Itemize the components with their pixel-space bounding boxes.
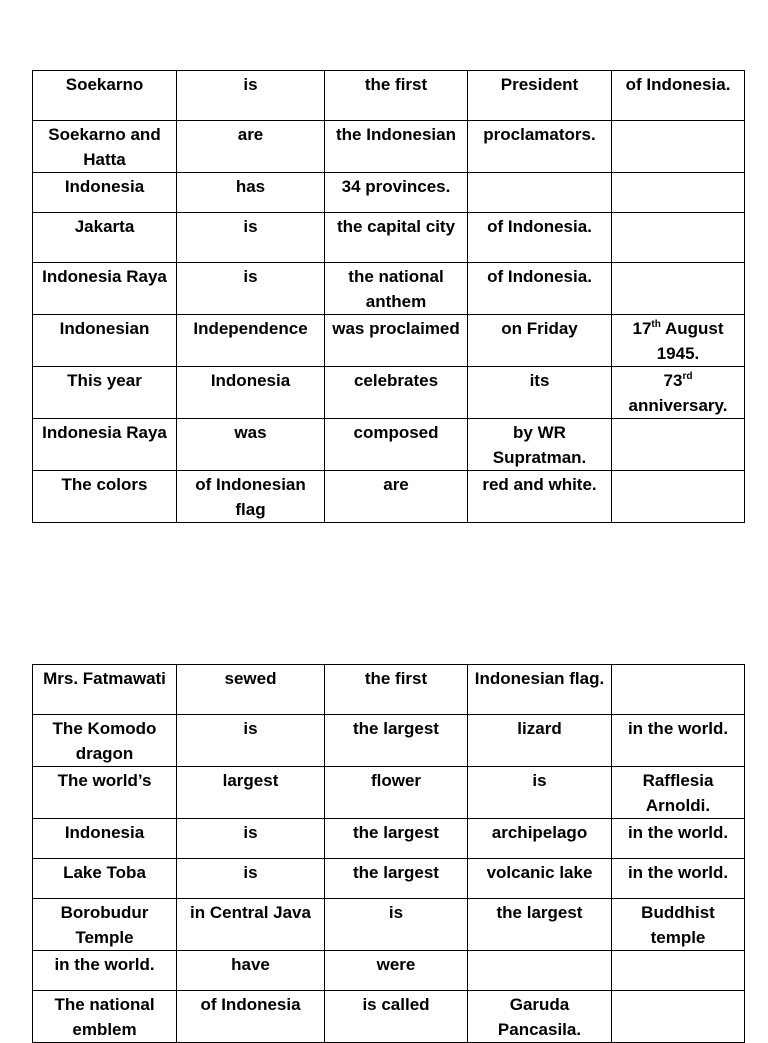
table-cell: of Indonesia. — [468, 213, 612, 263]
date-cell — [612, 315, 745, 367]
table-cell: red and white. — [468, 471, 612, 523]
table-row — [33, 819, 745, 859]
table-cell: on Friday — [468, 315, 612, 367]
table-cell: Independence — [177, 315, 325, 367]
table-cell — [612, 173, 745, 213]
table-cell: the largest — [468, 899, 612, 951]
table-cell — [468, 951, 612, 991]
table-row — [33, 71, 745, 121]
table-cell: lizard — [468, 715, 612, 767]
date-ordinal: th — [651, 319, 661, 330]
table-2-body — [33, 665, 745, 1043]
table-row — [33, 213, 745, 263]
table-cell — [612, 263, 745, 315]
table-cell: is — [325, 899, 468, 951]
table-row — [33, 367, 745, 419]
table-cell: the Indonesian — [325, 121, 468, 173]
table-cell: volcanic lake — [468, 859, 612, 899]
table-row — [33, 899, 745, 951]
table-cell: sewed — [177, 665, 325, 715]
sentence-table-2 — [32, 664, 745, 1043]
table-cell — [612, 471, 745, 523]
table-cell: in the world. — [612, 819, 745, 859]
table-cell: of Indonesian flag — [177, 471, 325, 523]
table-row — [33, 859, 745, 899]
table-cell: in the world. — [612, 859, 745, 899]
table-cell: is — [177, 819, 325, 859]
table-cell — [612, 121, 745, 173]
date-day: 17 — [632, 319, 652, 338]
table-cell: flower — [325, 767, 468, 819]
table-cell: in the world. — [612, 715, 745, 767]
table-cell: is — [177, 859, 325, 899]
table-cell: of Indonesia. — [612, 71, 745, 121]
table-cell: is — [468, 767, 612, 819]
table-cell: is — [177, 213, 325, 263]
table-cell: Borobudur Temple — [33, 899, 177, 951]
table-cell: Indonesia — [33, 173, 177, 213]
table-cell: Lake Toba — [33, 859, 177, 899]
table-cell: The Komodo dragon — [33, 715, 177, 767]
table-cell: Indonesia Raya — [33, 263, 177, 315]
table-cell: in Central Java — [177, 899, 325, 951]
table-cell — [612, 419, 745, 471]
table-row — [33, 315, 745, 367]
date-rest: August 1945. — [656, 319, 724, 363]
table-cell: its — [468, 367, 612, 419]
table-cell: by WR Supratman. — [468, 419, 612, 471]
table-cell: the first — [325, 71, 468, 121]
table-cell: proclamators. — [468, 121, 612, 173]
anniv-rest: anniversary. — [628, 395, 728, 415]
table-cell: largest — [177, 767, 325, 819]
table-cell: This year — [33, 367, 177, 419]
table-row — [33, 715, 745, 767]
sentence-table-1 — [32, 70, 745, 523]
table-row — [33, 121, 745, 173]
table-cell: The world’s — [33, 767, 177, 819]
table-cell: archipelago — [468, 819, 612, 859]
table-cell: is — [177, 263, 325, 315]
table-cell: was proclaimed — [325, 315, 468, 367]
table-cell — [612, 213, 745, 263]
table-cell — [612, 951, 745, 991]
table-cell: is called — [325, 991, 468, 1043]
table-cell: are — [325, 471, 468, 523]
table-cell: the largest — [325, 859, 468, 899]
table-cell: Soekarno — [33, 71, 177, 121]
table-cell — [612, 991, 745, 1043]
table-cell: Indonesian — [33, 315, 177, 367]
table-cell: the largest — [325, 819, 468, 859]
anniversary-cell — [612, 367, 745, 419]
table-cell: Garuda Pancasila. — [468, 991, 612, 1043]
table-cell: President — [468, 71, 612, 121]
table-cell: of Indonesia — [177, 991, 325, 1043]
table-1-body — [33, 71, 745, 523]
table-cell: The colors — [33, 471, 177, 523]
table-cell: of Indonesia. — [468, 263, 612, 315]
table-cell: Buddhist temple — [612, 899, 745, 951]
table-row — [33, 173, 745, 213]
table-cell: Indonesia — [177, 367, 325, 419]
table-row — [33, 665, 745, 715]
table-cell: Jakarta — [33, 213, 177, 263]
table-cell: have — [177, 951, 325, 991]
table-cell: Mrs. Fatmawati — [33, 665, 177, 715]
table-cell: Indonesia Raya — [33, 419, 177, 471]
table-cell: Rafflesia Arnoldi. — [612, 767, 745, 819]
table-row — [33, 767, 745, 819]
table-cell: 34 provinces. — [325, 173, 468, 213]
table-cell: is — [177, 715, 325, 767]
table-cell: were — [325, 951, 468, 991]
table-cell — [468, 173, 612, 213]
table-cell: composed — [325, 419, 468, 471]
table-cell: celebrates — [325, 367, 468, 419]
table-cell: in the world. — [33, 951, 177, 991]
table-cell: has — [177, 173, 325, 213]
table-row — [33, 471, 745, 523]
table-row — [33, 991, 745, 1043]
table-cell: The national emblem — [33, 991, 177, 1043]
table-cell: is — [177, 71, 325, 121]
table-cell: the capital city — [325, 213, 468, 263]
table-cell: Soekarno and Hatta — [33, 121, 177, 173]
anniv-ordinal: rd — [682, 371, 693, 382]
table-cell: the largest — [325, 715, 468, 767]
table-row — [33, 951, 745, 991]
table-cell: was — [177, 419, 325, 471]
table-row — [33, 263, 745, 315]
table-cell: Indonesian flag. — [468, 665, 612, 715]
table-cell: the first — [325, 665, 468, 715]
anniv-number: 73 — [663, 371, 683, 390]
table-cell: Indonesia — [33, 819, 177, 859]
table-cell — [612, 665, 745, 715]
table-cell: the national anthem — [325, 263, 468, 315]
table-row — [33, 419, 745, 471]
table-cell: are — [177, 121, 325, 173]
